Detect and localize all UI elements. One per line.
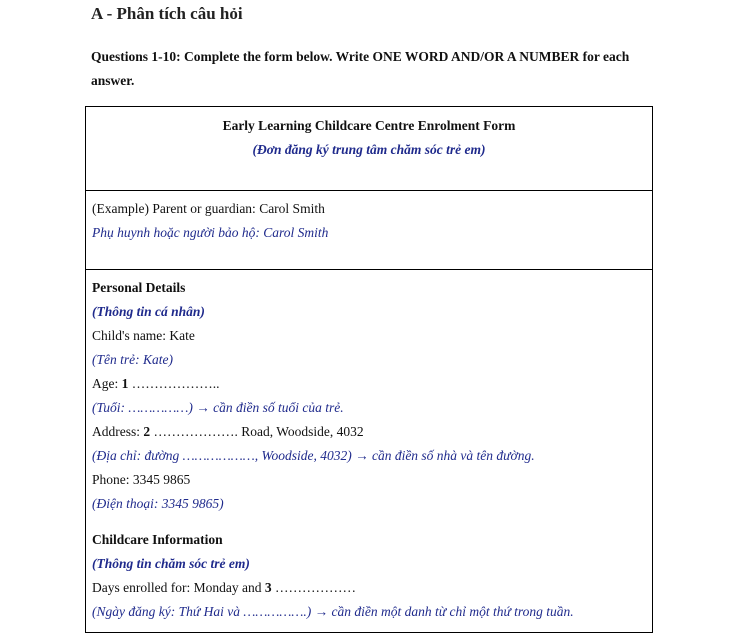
- phone-line: Phone: 3345 9865: [92, 472, 191, 487]
- example-translation: Phụ huynh hoặc người bảo hộ: Carol Smith: [92, 225, 329, 240]
- days-translation: (Ngày đăng ký: Thứ Hai và …………….) → cần điền một danh từ chỉ một thứ trong tuần.: [92, 604, 574, 619]
- days-blank: ………………: [271, 580, 356, 595]
- address-rest: ………………. Road, Woodside, 4032: [150, 424, 364, 439]
- form-title-cell: [86, 107, 653, 191]
- age-blank: ………………..: [128, 376, 220, 391]
- details-row: [86, 270, 653, 633]
- example-row: [86, 191, 653, 270]
- section-heading: A - Phân tích câu hỏi: [91, 4, 243, 23]
- instructions-text: Questions 1-10: Complete the form below. Write ONE WORD AND/OR A NUMBER for each answer.: [91, 49, 630, 88]
- address-line: [92, 420, 646, 444]
- age-line: [92, 372, 646, 396]
- days-line: [92, 576, 646, 600]
- personal-details-heading-translation: (Thông tin cá nhân): [92, 304, 205, 319]
- personal-details-heading: Personal Details: [92, 280, 186, 295]
- example-label: (Example) Parent or guardian: Carol Smith: [92, 201, 325, 216]
- details-cell: [86, 270, 653, 633]
- address-label: Address:: [92, 424, 144, 439]
- form-title-row: [86, 107, 653, 191]
- days-label: Days enrolled for: Monday and: [92, 580, 265, 595]
- question-3-number: 3: [264, 580, 272, 595]
- question-2-number: 2: [143, 424, 151, 439]
- phone-translation: (Điện thoại: 3345 9865): [92, 496, 224, 511]
- enrolment-form-table: [85, 106, 653, 633]
- question-1-number: 1: [121, 376, 129, 391]
- childcare-info-heading-translation: (Thông tin chăm sóc trẻ em): [92, 556, 250, 571]
- form-title: Early Learning Childcare Centre Enrolment Form: [222, 118, 516, 133]
- childcare-info-heading: Childcare Information: [92, 532, 223, 547]
- child-name-translation: (Tên trẻ: Kate): [92, 352, 173, 367]
- section-gap: [92, 516, 646, 528]
- address-translation: (Địa chỉ: đường ………………, Woodside, 4032) → cần điền số nhà và tên đường.: [92, 448, 535, 463]
- child-name-line: Child's name: Kate: [92, 328, 195, 343]
- example-cell: [86, 191, 653, 270]
- form-title-translation: (Đơn đăng ký trung tâm chăm sóc trẻ em): [252, 142, 486, 157]
- age-label: Age:: [92, 376, 122, 391]
- age-translation: (Tuổi: ……………) → cần điền số tuổi của trẻ.: [92, 400, 344, 415]
